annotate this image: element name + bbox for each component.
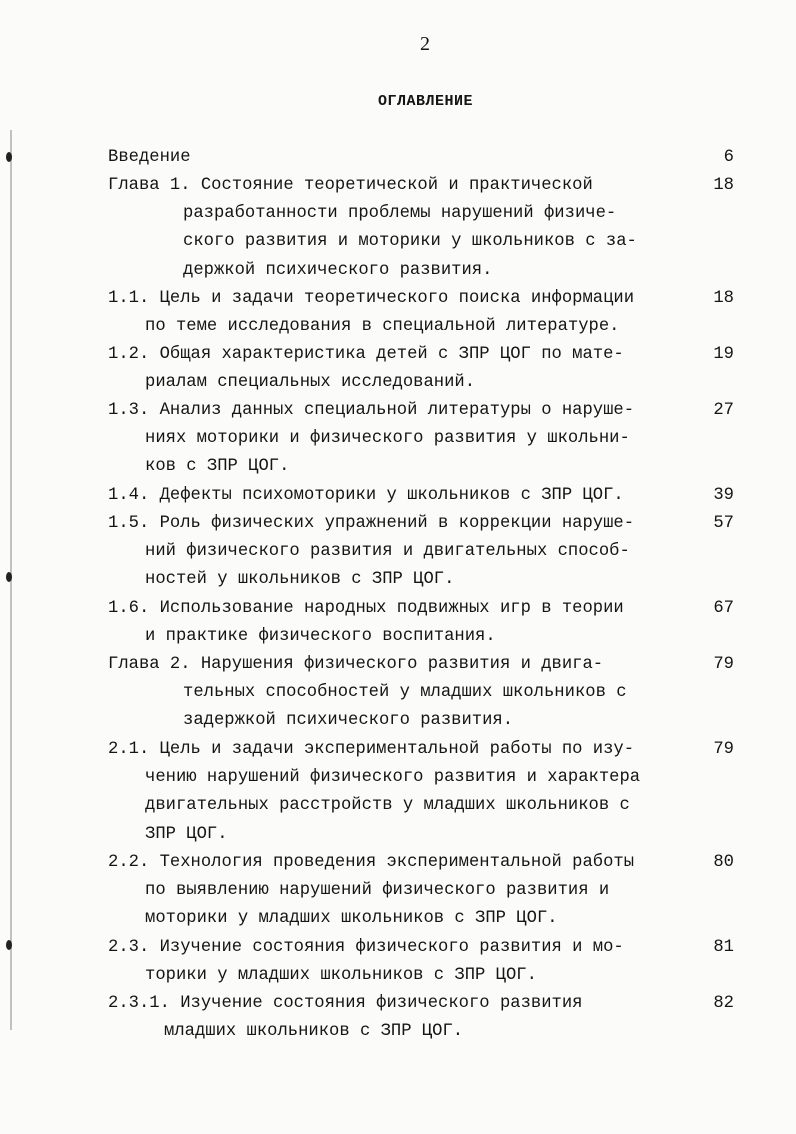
toc-entry-text: 2.1. Цель и задачи экспериментальной работы по изу-	[108, 740, 635, 759]
toc-entry-page: 67	[713, 599, 734, 618]
toc-entry-text: 1.3. Анализ данных специальной литературы о наруше-	[108, 401, 635, 420]
toc-entry-text: по теме исследования в специальной литературе.	[145, 317, 620, 337]
toc-entry-text: тельных способностей у младших школьников с	[183, 683, 627, 703]
toc-entry-text: 1.5. Роль физических упражнений в коррекции наруше-	[108, 514, 635, 533]
toc-title: ОГЛАВЛЕНИЕ	[378, 93, 474, 110]
toc-entry-page: 39	[713, 486, 734, 505]
toc-entry-page: 18	[713, 176, 734, 195]
toc-entry-text: ностей у школьников с ЗПР ЦОГ.	[145, 570, 455, 590]
toc-entry-text: 1.1. Цель и задачи теоретического поиска информации	[108, 289, 635, 308]
toc-entry-page: 81	[713, 938, 734, 957]
toc-entry-text: и практике физического воспитания.	[145, 627, 496, 647]
toc-entry-text: Глава 2. Нарушения физического развития и двига-	[108, 655, 604, 674]
toc-entry-text: по выявлению нарушений физического развития и	[145, 881, 610, 901]
toc-entry-text: задержкой психического развития.	[183, 711, 514, 731]
hole-punch-mark	[6, 152, 12, 162]
toc-entry-page: 79	[713, 740, 734, 759]
toc-entry-text: риалам специальных исследований.	[145, 373, 476, 393]
toc-entry-page: 57	[713, 514, 734, 533]
hole-punch-mark	[6, 572, 12, 582]
toc-entry-text: 1.4. Дефекты психомоторики у школьников с ЗПР ЦОГ.	[108, 486, 624, 505]
toc-entry-text: 1.6. Использование народных подвижных игр в теории	[108, 599, 624, 618]
toc-entry-text: 2.3.1. Изучение состояния физического развития	[108, 994, 583, 1013]
toc-entry-text: ков с ЗПР ЦОГ.	[145, 457, 290, 477]
toc-entry-text: младших школьников с ЗПР ЦОГ.	[164, 1022, 464, 1042]
toc-entry-text: 2.2. Технология проведения экспериментальной работы	[108, 853, 635, 872]
toc-entry-page: 82	[713, 994, 734, 1013]
toc-entry-text: ний физического развития и двигательных способ-	[145, 542, 630, 562]
toc-entry-text: 1.2. Общая характеристика детей с ЗПР ЦОГ по мате-	[108, 345, 624, 364]
hole-punch-mark	[6, 940, 12, 950]
toc-entry-page: 79	[713, 655, 734, 674]
toc-entry-text: моторики у младших школьников с ЗПР ЦОГ.	[145, 909, 558, 929]
toc-entry-page: 27	[713, 401, 734, 420]
toc-entry-page: 6	[723, 148, 734, 167]
toc-entry-text: ниях моторики и физического развития у школьни-	[145, 429, 630, 449]
toc-entry-text: двигательных расстройств у младших школьников с	[145, 796, 630, 816]
toc-entry-text: ского развития и моторики у школьников с за-	[183, 232, 637, 252]
toc-entry-text: ЗПР ЦОГ.	[145, 824, 228, 844]
toc-entry-text: разработанности проблемы нарушений физиче-	[183, 204, 617, 224]
toc-entry-text: чению нарушений физического развития и характера	[145, 768, 641, 788]
toc-entry-text: торики у младших школьников с ЗПР ЦОГ.	[145, 966, 537, 986]
toc-entry-text: Глава 1. Состояние теоретической и практической	[108, 176, 593, 195]
toc-entry-text: 2.3. Изучение состояния физического развития и мо-	[108, 938, 624, 957]
toc-entry-text: держкой психического развития.	[183, 260, 493, 280]
toc-entry-page: 80	[713, 853, 734, 872]
toc-entry-page: 18	[713, 289, 734, 308]
page-number: 2	[420, 33, 430, 55]
toc-entry-page: 19	[713, 345, 734, 364]
toc-entry-text: Введение	[108, 148, 191, 167]
